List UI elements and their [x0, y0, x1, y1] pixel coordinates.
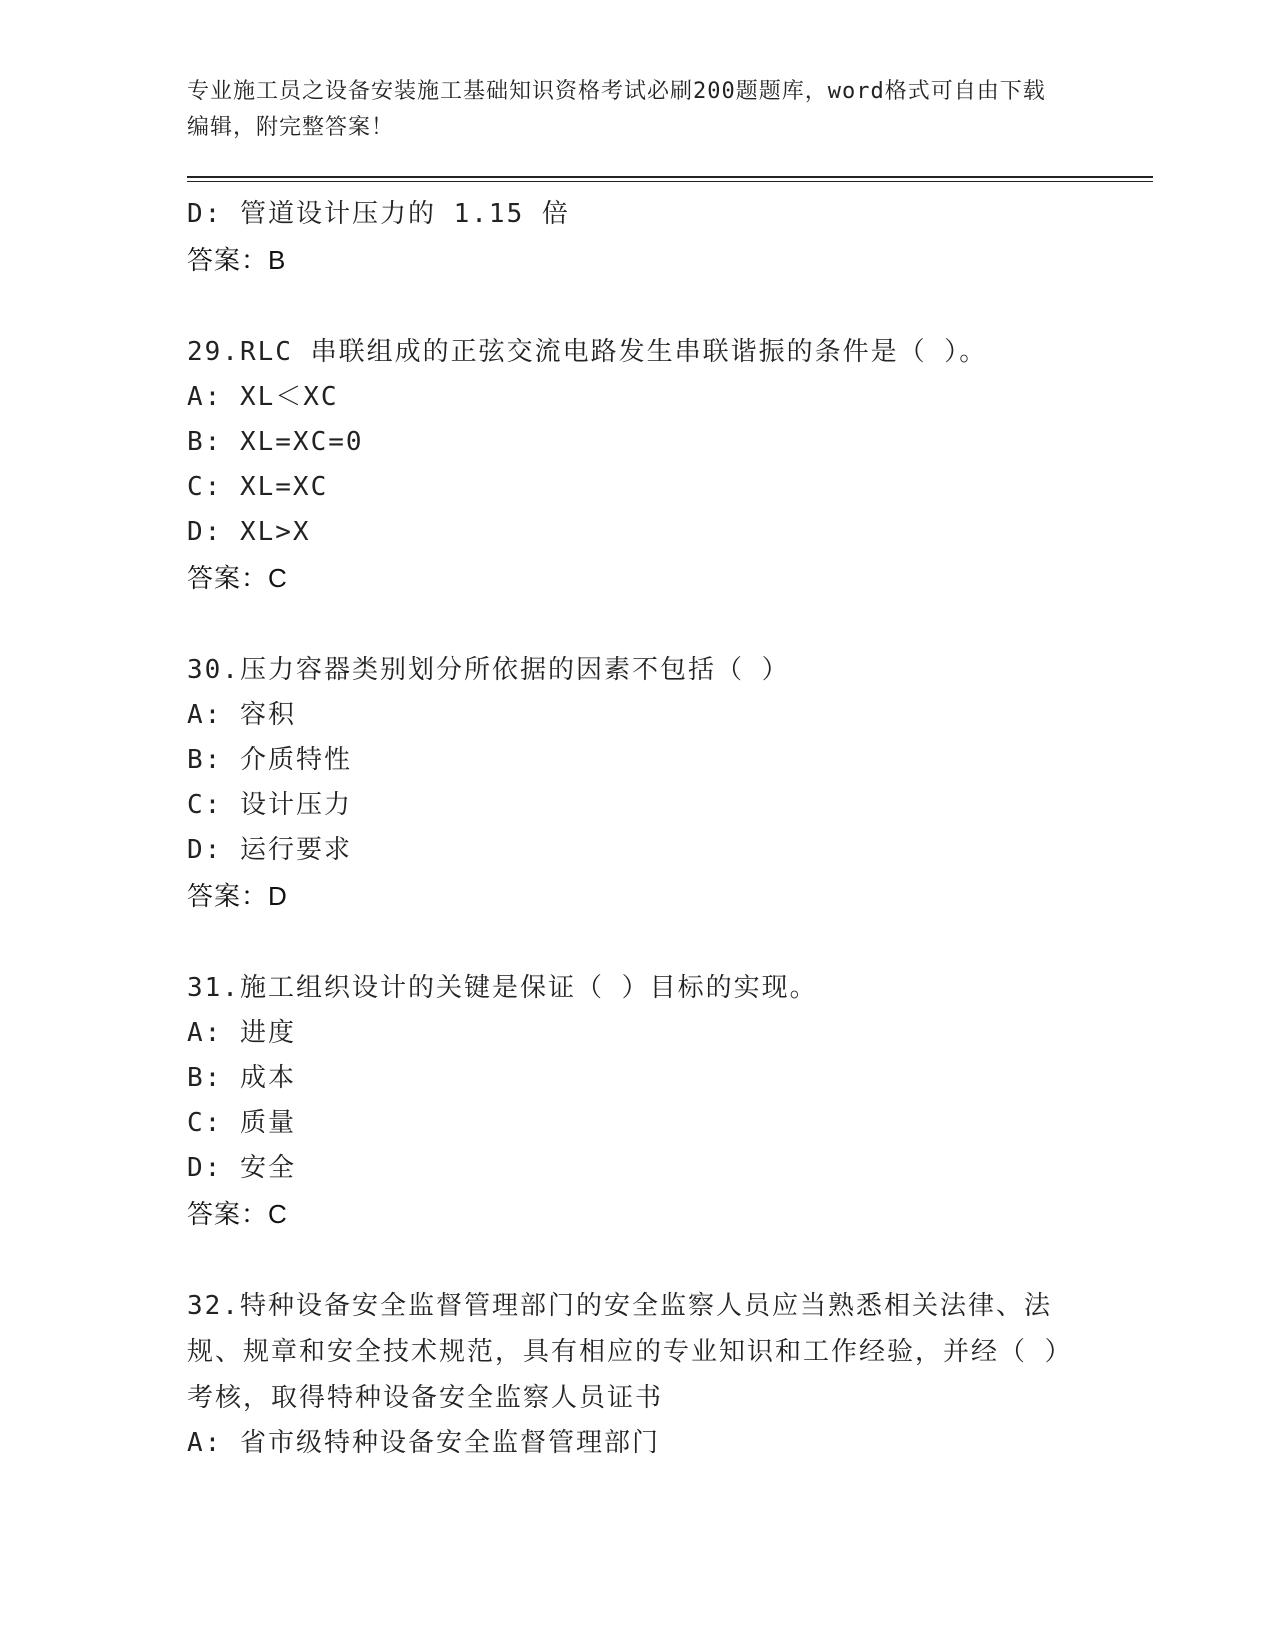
question-31: [187, 965, 1087, 1237]
question-32: [187, 1283, 1087, 1466]
question-stem: 29.RLC 串联组成的正弦交流电路发生串联谐振的条件是（ ）。: [187, 337, 988, 367]
document-header: 专业施工员之设备安装施工基础知识资格考试必刷200题题库，word格式可自由下载编辑，附完整答案！: [187, 79, 1046, 140]
option-a: A: 省市级特种设备安全监督管理部门: [187, 1428, 660, 1458]
header-rule-thick: [187, 176, 1153, 178]
option-b: B: 成本: [187, 1063, 296, 1093]
option-a: A: 进度: [187, 1018, 296, 1048]
question-stem: 32.特种设备安全监督管理部门的安全监察人员应当熟悉相关法律、法规、规章和安全技术规范，具有相应的专业知识和工作经验，并经（ ）考核，取得特种设备安全监察人员证书: [187, 1291, 1060, 1413]
option-d: D: 运行要求: [187, 835, 352, 865]
option-a: A: XL＜XC: [187, 382, 339, 412]
answer: 答案：D: [187, 881, 288, 911]
prev-option-d: D: 管道设计压力的 1.15 倍: [187, 199, 570, 229]
option-a: A: 容积: [187, 700, 296, 730]
option-c: C: XL=XC: [187, 472, 329, 502]
answer: 答案：C: [187, 563, 288, 593]
option-c: C: 质量: [187, 1108, 296, 1138]
question-30: [187, 647, 1087, 919]
question-stem: 31.施工组织设计的关键是保证（ ）目标的实现。: [187, 973, 818, 1003]
option-d: D: 安全: [187, 1153, 296, 1183]
question-list: [187, 192, 1087, 1466]
question-stem: 30.压力容器类别划分所依据的因素不包括（ ）: [187, 655, 790, 685]
option-b: B: XL=XC=0: [187, 427, 364, 457]
prev-answer: 答案：B: [187, 245, 287, 275]
option-b: B: 介质特性: [187, 745, 352, 775]
option-c: C: 设计压力: [187, 790, 352, 820]
answer: 答案：C: [187, 1199, 288, 1229]
question-29: [187, 329, 1087, 601]
header-rule-thin: [187, 181, 1153, 182]
option-d: D: XL>X: [187, 517, 311, 547]
